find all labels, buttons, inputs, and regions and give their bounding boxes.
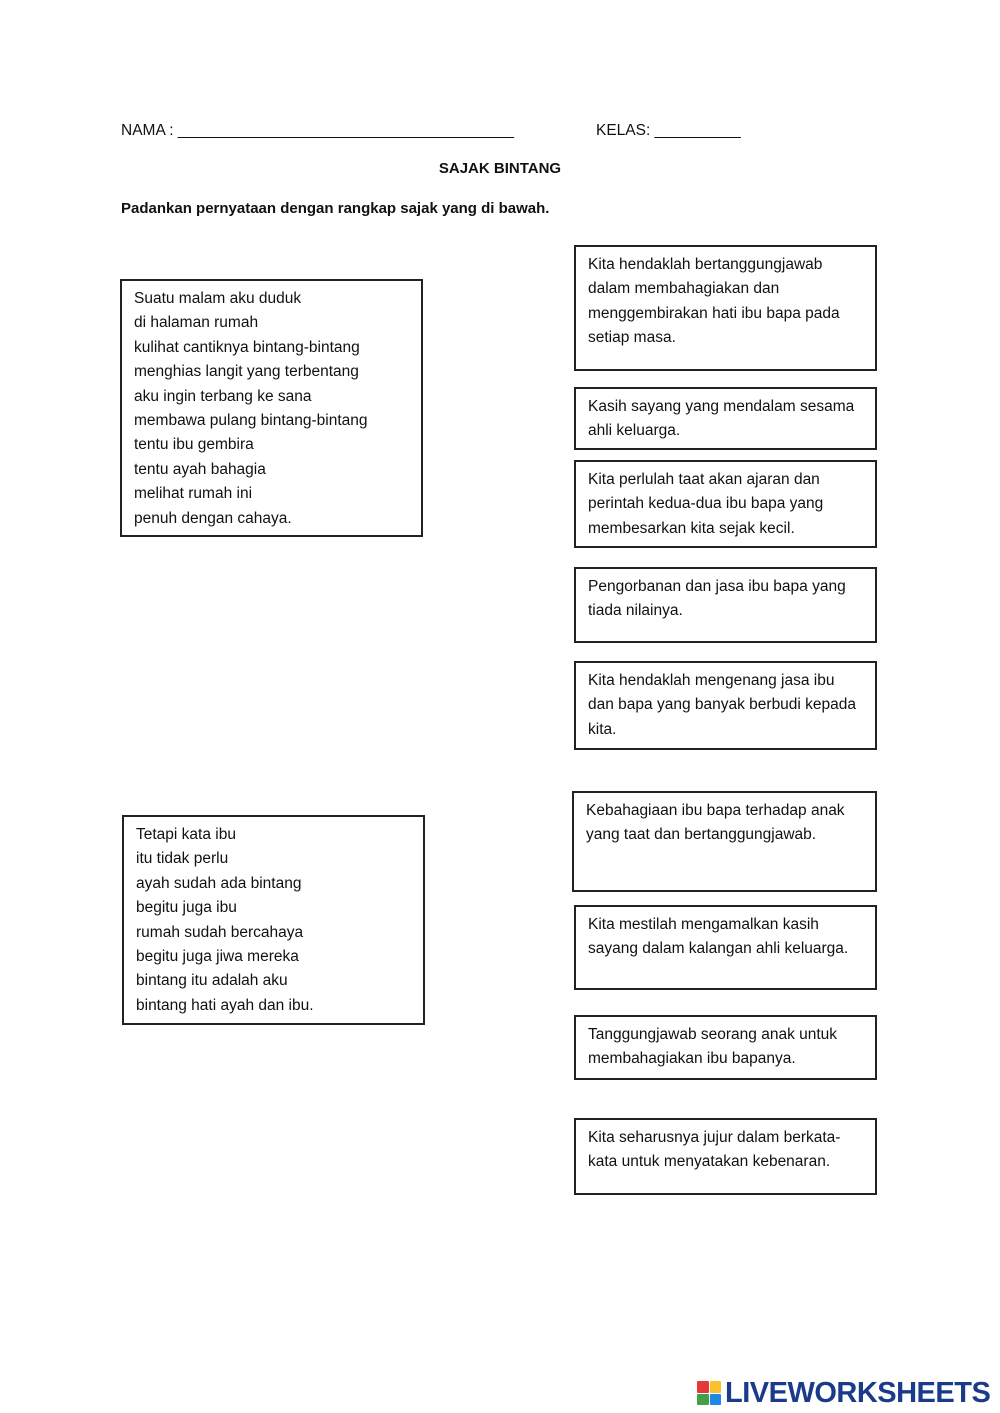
statement-box-6[interactable] — [572, 791, 877, 892]
statement-box-7[interactable] — [574, 905, 877, 990]
statement-box-5[interactable] — [574, 661, 877, 750]
poem-line: ayah sudah ada bintang — [136, 874, 302, 892]
name-field-line: NAMA : _______________________________________ — [121, 122, 515, 139]
statement-box-3[interactable] — [574, 460, 877, 548]
poem-line: bintang hati ayah dan ibu. — [136, 996, 314, 1014]
statement-text: Kita perlulah taat akan ajaran dan perintah kedua-dua ibu bapa yang membesarkan kita sejak kecil. — [588, 471, 824, 537]
statement-box-2[interactable] — [574, 387, 877, 450]
logo-square — [710, 1394, 722, 1406]
poem-line: itu tidak perlu — [136, 850, 229, 868]
poem-line: menghias langit yang terbentang — [134, 363, 359, 381]
poem-line: Suatu malam aku duduk — [134, 290, 302, 307]
statement-box-9[interactable] — [574, 1118, 877, 1195]
logo-square — [697, 1381, 709, 1393]
statement-text: Kebahagiaan ibu bapa terhadap anak yang taat dan bertanggungjawab. — [586, 802, 845, 844]
logo-square — [710, 1381, 722, 1393]
poem-line: melihat rumah ini — [134, 485, 253, 503]
poem-line: rumah sudah bercahaya — [136, 923, 304, 941]
poem-line: tentu ibu gembira — [134, 436, 254, 454]
liveworksheets-logo-icon — [697, 1381, 721, 1405]
statement-box-1[interactable] — [574, 245, 877, 371]
statement-text: Kita hendaklah bertanggungjawab dalam membahagiakan dan menggembirakan hati ibu bapa pada setiap masa. — [588, 256, 840, 347]
statement-text: Pengorbanan dan jasa ibu bapa yang tiada nilainya. — [588, 578, 846, 620]
poem-line: bintang itu adalah aku — [136, 972, 288, 990]
poem-stanza-1[interactable] — [120, 279, 423, 537]
instruction-text: Padankan pernyataan dengan rangkap sajak yang di bawah. — [121, 200, 550, 217]
poem-line: aku ingin terbang ke sana — [134, 387, 312, 405]
poem-line: begitu juga ibu — [136, 899, 237, 917]
statement-text: Kasih sayang yang mendalam sesama ahli keluarga. — [588, 398, 855, 440]
statement-text: Tanggungjawab seorang anak untuk membahagiakan ibu bapanya. — [588, 1026, 838, 1068]
statement-text: Kita hendaklah mengenang jasa ibu dan bapa yang banyak berbudi kepada kita. — [588, 672, 857, 738]
poem-stanza-2[interactable] — [122, 815, 425, 1025]
statement-text: Kita mestilah mengamalkan kasih sayang dalam kalangan ahli keluarga. — [588, 916, 849, 958]
statement-text: Kita seharusnya jujur dalam berkata-kata untuk menyatakan kebenaran. — [588, 1129, 841, 1171]
logo-square — [697, 1394, 709, 1406]
poem-line: begitu juga jiwa mereka — [136, 948, 299, 966]
logo-text: LIVEWORKSHEETS — [725, 1376, 991, 1409]
poem-line: tentu ayah bahagia — [134, 460, 266, 478]
poem-line: penuh dengan cahaya. — [134, 509, 292, 527]
statement-box-8[interactable] — [574, 1015, 877, 1080]
poem-line: di halaman rumah — [134, 314, 259, 332]
liveworksheets-logo[interactable] — [697, 1375, 990, 1411]
class-field-line: KELAS: __________ — [596, 122, 741, 139]
poem-line: Tetapi kata ibu — [136, 826, 236, 843]
worksheet-title: SAJAK BINTANG — [438, 160, 562, 177]
poem-line: membawa pulang bintang-bintang — [134, 412, 368, 430]
statement-box-4[interactable] — [574, 567, 877, 643]
poem-line: kulihat cantiknya bintang-bintang — [134, 338, 360, 356]
